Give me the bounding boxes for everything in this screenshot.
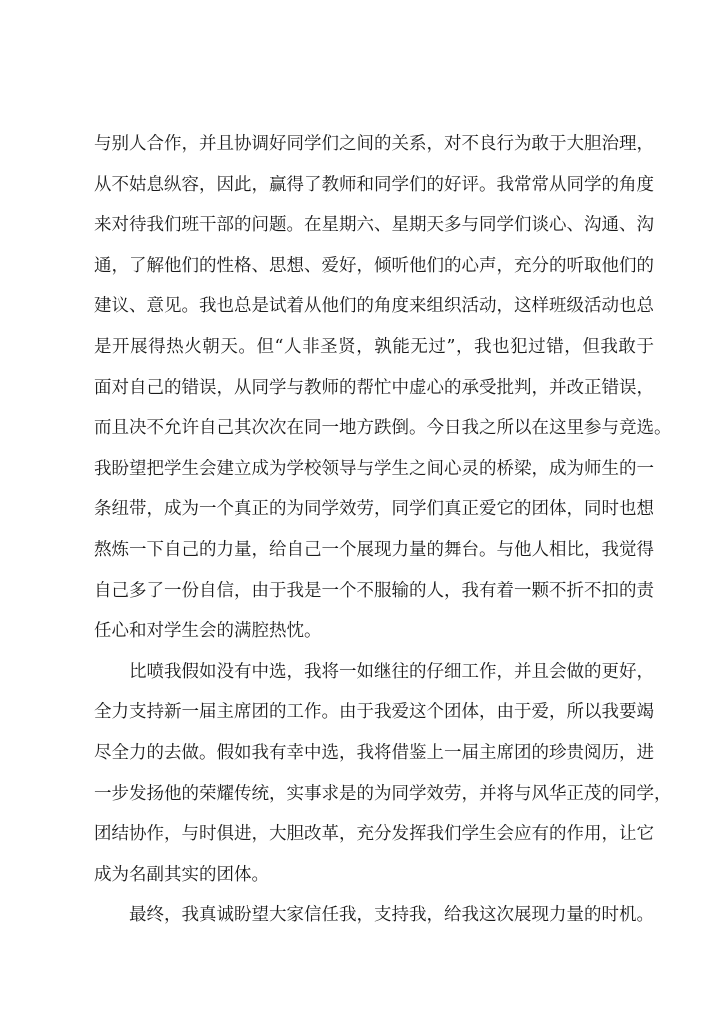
text-line: 从不姑息纵容，因此，赢得了教师和同学们的好评。我常常从同学的角度: [94, 174, 654, 195]
text-line: 尽全力的去做。假如我有幸中选，我将借鉴上一届主席团的珍贵阅历，进: [94, 742, 654, 763]
text-line: 是开展得热火朝天。但“人非圣贤，孰能无过”，我也犯过错，但我敢于: [94, 336, 654, 357]
text-line: 与别人合作，并且协调好同学们之间的关系，对不良行为敢于大胆治理，: [94, 134, 654, 154]
text-line: 条纽带，成为一个真正的为同学效劳，同学们真正爱它的团体，同时也想: [94, 499, 654, 520]
text-line: 任心和对学生会的满腔热忱。: [94, 621, 322, 642]
text-line: 熬炼一下自己的力量，给自己一个展现力量的舞台。与他人相比，我觉得: [94, 539, 654, 560]
paragraph: [94, 124, 672, 652]
text-line: 成为名副其实的团体。: [94, 864, 269, 885]
paragraph: [94, 652, 672, 896]
text-line: 而且决不允许自己其次次在同一地方跌倒。今日我之所以在这里参与竞选。: [94, 418, 672, 439]
text-line: 全力支持新一届主席团的工作。由于我爱这个团体，由于爱，所以我要竭: [94, 702, 654, 723]
text-line: 团结协作，与时俱进，大胆改革，充分发挥我们学生会应有的作用，让它: [94, 824, 654, 845]
text-line: 自己多了一份自信，由于我是一个不服输的人，我有着一颗不折不扣的责: [94, 580, 654, 601]
text-line: 最终，我真诚盼望大家信任我，支持我，给我这次展现力量的时机。: [129, 905, 654, 926]
text-line: 一步发扬他的荣耀传统，实事求是的为同学效劳，并将与风华正茂的同学，: [94, 783, 672, 804]
text-line: 面对自己的错误，从同学与教师的帮忙中虚心的承受批判，并改正错误，: [94, 377, 654, 398]
text-line: 建议、意见。我也总是试着从他们的角度来组织活动，这样班级活动也总: [94, 296, 654, 317]
paragraph: [94, 895, 654, 936]
document-body: [94, 124, 672, 936]
text-line: 来对待我们班干部的问题。在星期六、星期天多与同学们谈心、沟通、沟: [94, 215, 654, 236]
text-line: 比喷我假如没有中选，我将一如继往的仔细工作，并且会做的更好，: [129, 661, 654, 682]
text-line: 通，了解他们的性格、思想、爱好，倾听他们的心声，充分的听取他们的: [94, 255, 654, 276]
text-line: 我盼望把学生会建立成为学校领导与学生之间心灵的桥梁，成为师生的一: [94, 458, 654, 479]
